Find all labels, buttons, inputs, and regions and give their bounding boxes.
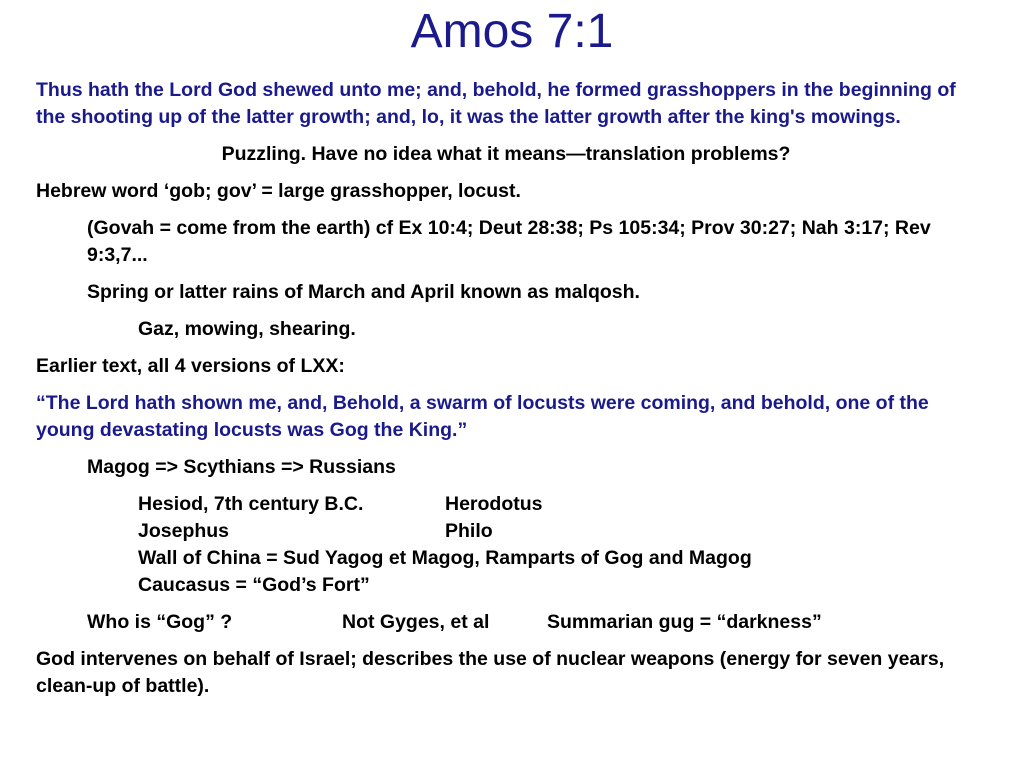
- sources-row-1: [138, 491, 976, 518]
- who-is-gog-row: [36, 609, 976, 636]
- hebrew-word-note: Hebrew word ‘gob; gov’ = large grasshopper, locust.: [36, 180, 521, 202]
- earlier-text-note: Earlier text, all 4 versions of LXX:: [36, 355, 345, 377]
- who-is-gog-question: Who is “Gog” ?: [87, 611, 233, 633]
- lxx-quote: “The Lord hath shown me, and, Behold, a swarm of locusts were coming, and behold, one of the young devastating locusts was Gog the King.”: [36, 392, 929, 441]
- sources-row-2: [138, 518, 976, 545]
- magog-note: Magog => Scythians => Russians: [87, 456, 396, 478]
- not-gyges-note: Not Gyges, et al: [342, 611, 490, 633]
- govah-note: (Govah = come from the earth) cf Ex 10:4; Deut 28:38; Ps 105:34; Prov 30:27; Nah 3:17; Rev 9:3,7...: [87, 217, 931, 266]
- sources-block: [36, 491, 976, 599]
- source-wall-of-china: Wall of China = Sud Yagog et Magog, Ramparts of Gog and Magog: [138, 547, 752, 569]
- verse-text: Thus hath the Lord God shewed unto me; and, behold, he formed grasshoppers in the beginning of the shooting up of the latter growth; and, lo, it was the latter growth after the king's mowings.: [36, 79, 956, 128]
- spring-rains-note: Spring or latter rains of March and April known as malqosh.: [87, 281, 640, 303]
- source-josephus: Josephus: [138, 520, 230, 542]
- gaz-note: Gaz, mowing, shearing.: [138, 318, 356, 340]
- summarian-gug-note: Summarian gug = “darkness”: [547, 611, 822, 633]
- source-herodotus: Herodotus: [445, 493, 543, 515]
- slide-body: [36, 77, 976, 710]
- puzzling-note: Puzzling. Have no idea what it means—translation problems?: [221, 143, 791, 165]
- source-caucasus: Caucasus = “God’s Fort”: [138, 574, 370, 596]
- source-philo: Philo: [445, 520, 493, 542]
- conclusion-note: God intervenes on behalf of Israel; describes the use of nuclear weapons (energy for seven years, clean-up of battle).: [36, 648, 945, 697]
- slide-title: Amos 7:1: [410, 5, 614, 58]
- source-hesiod: Hesiod, 7th century B.C.: [138, 493, 364, 515]
